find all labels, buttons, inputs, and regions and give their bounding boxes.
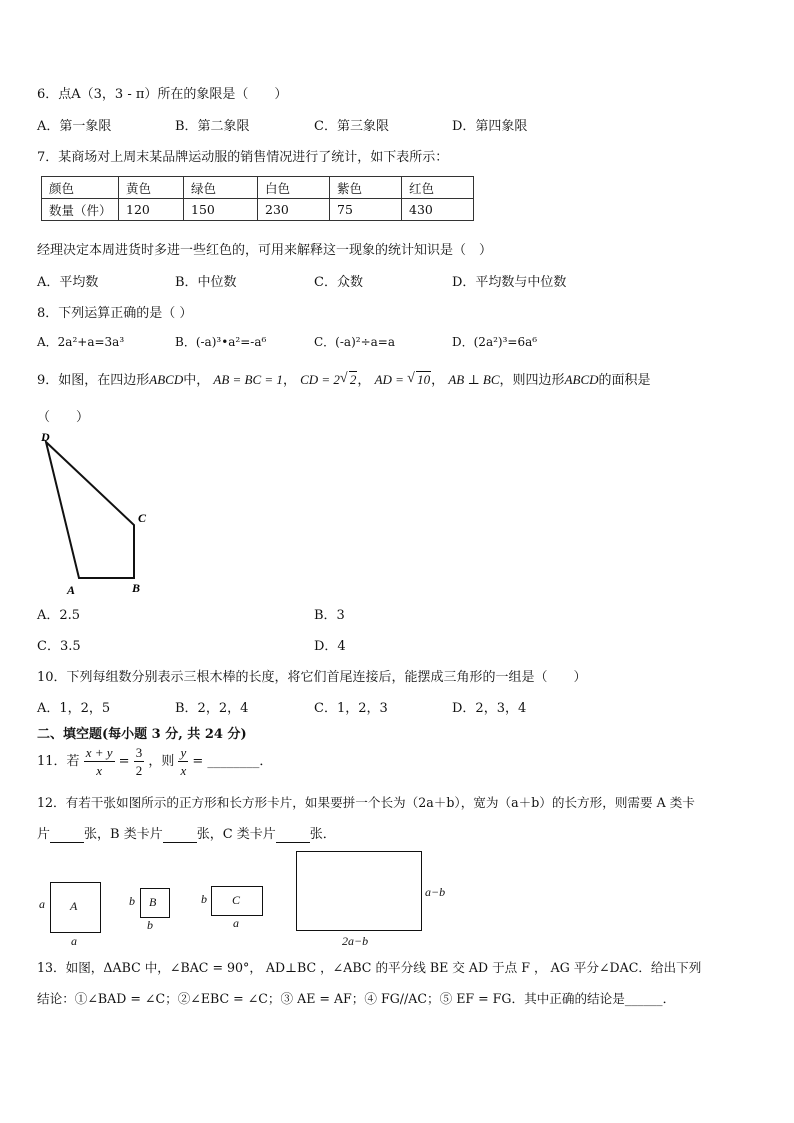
answer-blank [50,827,84,843]
card-a-side-label: a [39,897,45,911]
q9-stem: 9．如图，在四边形ABCD中， AB = BC = 1， CD = 2 √ 2， AD = √ 10， AB ⊥ BC，则四边形ABCD的面积是 [37,371,651,388]
q12-text-b: 张，B 类卡片 [84,827,163,842]
q11-frac1-num: x + y [85,745,113,760]
q7-option-b: B．中位数 [175,275,237,290]
q7-stem: 7．某商场对上周末某品牌运动服的销售情况进行了统计，如下表所示： [37,150,449,165]
q9-cond3-radicand: 10 [417,372,431,387]
q9-tail-post: 的面积是 [598,373,651,388]
q11-frac3-den: x [180,763,187,778]
q9-quad-name: ABCD [149,372,184,387]
q10-stem: 10．下列每组数分别表示三根木棒的长度，将它们首尾连接后，能摆成三角形的一组是（ ） [37,670,587,685]
card-b-side-label: b [129,894,135,908]
q11-mid: ，则 [148,754,175,769]
q8-option-d: D．(2a²)³=6a⁶ [452,335,538,349]
section-heading: 二、填空题(每小题 3 分, 共 24 分) [37,727,247,742]
q7-option-d: D．平均数与中位数 [452,275,567,290]
q11-end: = ________． [192,754,273,769]
q9-cond2-radicand: 2 [349,372,357,387]
q10-option-d: D．2，3，4 [452,701,527,716]
q9-stem-pre: 9．如图，在四边形 [37,373,150,388]
q13-line2: 结论：①∠BAD = ∠C；②∠EBC = ∠C；③ AE = AF；④ FG//AC；⑤ EF = FG．其中正确的结论是______． [37,991,676,1006]
table-cell: 75 [330,199,402,221]
q10-option-c: C．1，2，3 [314,701,388,716]
card-b-bottom-label: b [147,918,153,932]
table-cell: 红色 [402,177,474,199]
answer-blank [276,827,310,843]
table-cell: 颜色 [42,177,119,199]
q9-cond2-pre: CD = 2 [300,372,340,387]
q9-option-a: A．2.5 [37,608,81,623]
q9-option-d: D．4 [314,639,346,654]
q11-pre: 11．若 [37,754,80,769]
table-cell: 120 [119,199,184,221]
q8-option-b: B．(-a)³•a²=-a⁶ [175,335,267,349]
q9-mid: 中， [183,373,210,388]
big-rect-right-label: a−b [425,885,446,899]
sqrt-sign: √ 10 [407,371,431,387]
q11-frac1-den: x [96,763,102,778]
q9-cond2 [300,372,357,387]
q11-frac2-den: 2 [135,763,143,778]
q7-option-c: C．众数 [314,275,363,290]
q9-cond4: AB ⊥ BC [448,372,500,387]
sqrt-sign: √ 2 [339,371,357,387]
q9-option-b: B．3 [314,608,345,623]
table-row [42,199,474,221]
table-cell: 数量（件） [42,199,119,221]
q9-quad-name-2: ABCD [564,372,599,387]
q10-option-a: A．1，2，5 [37,701,111,716]
q7-option-a: A．平均数 [37,275,99,290]
q11-frac2-num: 3 [135,745,143,760]
card-c-side-label: b [201,892,207,906]
q12-line2 [37,823,336,843]
q12-text-c: 张，C 类卡片 [196,827,276,842]
q6-option-b: B．第二象限 [175,119,250,134]
vertex-label-a: A [67,583,76,597]
q9-tail-pre: ，则四边形 [499,373,565,388]
q6-option-c: C．第三象限 [314,119,389,134]
card-c-name: C [232,893,241,907]
q11-line [37,744,272,780]
table-cell: 绿色 [184,177,258,199]
table-cell: 230 [258,199,330,221]
table-cell: 黄色 [119,177,184,199]
fraction [84,746,115,777]
vertex-label-b: B [132,581,141,595]
q12-text-a: 片 [37,827,51,842]
table-cell: 150 [184,199,258,221]
card-c-bottom-label: a [233,916,239,930]
fraction [178,746,188,777]
q9-paren: （ ） [37,410,90,425]
q12-text-d: 张． [309,827,336,842]
card-a-name: A [70,899,78,913]
q6-option-d: D．第四象限 [452,119,528,134]
q9-cond3-pre: AD = [374,372,404,387]
q8-stem: 8．下列运算正确的是（ ） [37,306,193,321]
q12-line1: 12．有若干张如图所示的正方形和长方形卡片，如果要拼一个长为（2a＋b），宽为（a＋b）的长方形，则需要 A 类卡 [37,795,695,810]
q6-option-a: A．第一象限 [37,119,112,134]
q11-eq: = [118,754,130,769]
q7-question: 经理决定本周进货时多进一些红色的，可用来解释这一现象的统计知识是（ ） [37,243,493,258]
q6-stem: 6．点A（3，3 - π）所在的象限是（ ） [37,87,288,102]
vertex-label-d: D [41,430,50,444]
q13-line1: 13．如图，ΔABC 中，∠BAC = 90°， AD⊥BC ，∠ABC 的平分线 BE 交 AD 于点 F ， AG 平分∠DAC．给出下列 [37,960,702,975]
q8-option-a: A．2a²+a=3a³ [37,335,125,349]
answer-blank [163,827,197,843]
quadrilateral-figure [36,426,156,598]
card-b-name: B [149,895,157,909]
table-cell: 430 [402,199,474,221]
quad-outline [46,442,134,578]
table-cell: 白色 [258,177,330,199]
big-rect-bottom-label: 2a−b [342,934,369,948]
q9-cond1: AB = BC = 1 [213,372,283,387]
fraction [134,746,145,777]
q9-cond3 [375,372,432,387]
table-cell: 紫色 [330,177,402,199]
q9-option-c: C．3.5 [37,639,81,654]
q11-frac3-num: y [180,745,187,760]
card-a-bottom-label: a [71,934,77,948]
sales-table [41,176,474,221]
big-rectangle [296,851,422,931]
table-row [42,177,474,199]
q8-option-c: C．(-a)²÷a=a [314,335,395,349]
vertex-label-c: C [138,511,147,525]
q10-option-b: B．2，2，4 [175,701,249,716]
